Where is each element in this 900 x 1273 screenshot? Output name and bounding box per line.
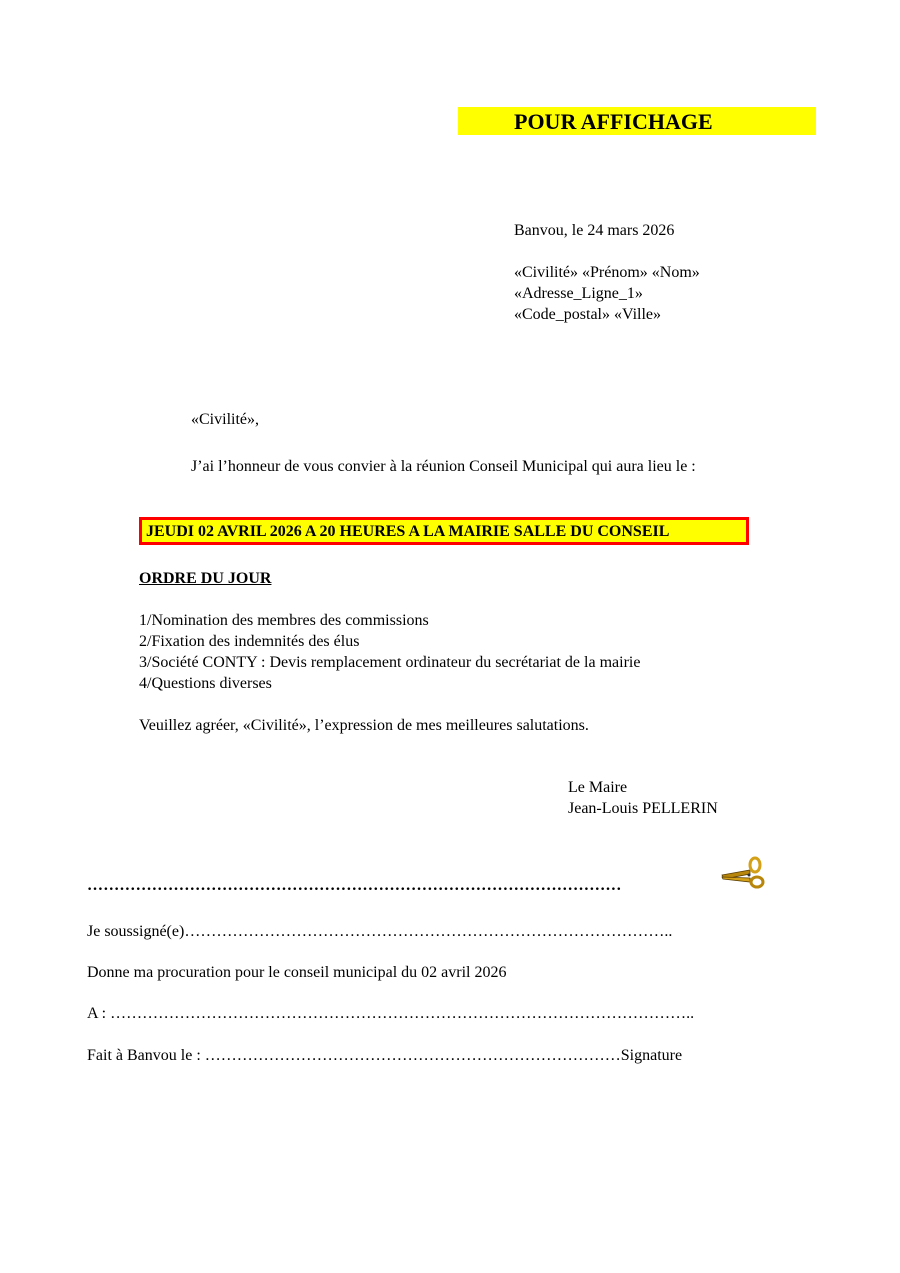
closing-text: Veuillez agréer, «Civilité», l’expression de mes meilleures salutations. (139, 717, 589, 734)
meeting-box (139, 517, 749, 545)
agenda-item: 2/Fixation des indemnités des élus (139, 633, 360, 650)
cut-line: ……………………………………………………………………………………… (87, 877, 622, 894)
address-line-1: «Civilité» «Prénom» «Nom» (514, 264, 700, 281)
scissors-icon (720, 856, 766, 892)
meeting-text: JEUDI 02 AVRIL 2026 A 20 HEURES A LA MAIRIE SALLE DU CONSEIL (146, 523, 670, 540)
signature-title: Le Maire (568, 779, 628, 796)
proxy-line-name: Je soussigné(e)……………………………………………………………………………….. (87, 923, 673, 940)
agenda-title: ORDRE DU JOUR (139, 570, 272, 587)
date-line: Banvou, le 24 mars 2026 (514, 222, 675, 239)
salutation: «Civilité», (191, 411, 259, 428)
display-banner (458, 107, 816, 135)
signature-name: Jean-Louis PELLERIN (568, 800, 718, 817)
proxy-line-recipient: A : ……………………………………………………………………………………………….. (87, 1005, 695, 1022)
banner-title: POUR AFFICHAGE (514, 109, 713, 134)
proxy-line-statement: Donne ma procuration pour le conseil municipal du 02 avril 2026 (87, 964, 507, 981)
agenda-item: 1/Nomination des membres des commissions (139, 612, 429, 629)
address-line-2: «Adresse_Ligne_1» (514, 285, 643, 302)
address-line-3: «Code_postal» «Ville» (514, 306, 662, 323)
agenda-item: 3/Société CONTY : Devis remplacement ordinateur du secrétariat de la mairie (139, 654, 641, 671)
intro-text: J’ai l’honneur de vous convier à la réunion Conseil Municipal qui aura lieu le : (191, 458, 696, 475)
agenda-item: 4/Questions diverses (139, 675, 272, 692)
proxy-line-signature: Fait à Banvou le : ……………………………………………………………………Signature (87, 1047, 683, 1064)
